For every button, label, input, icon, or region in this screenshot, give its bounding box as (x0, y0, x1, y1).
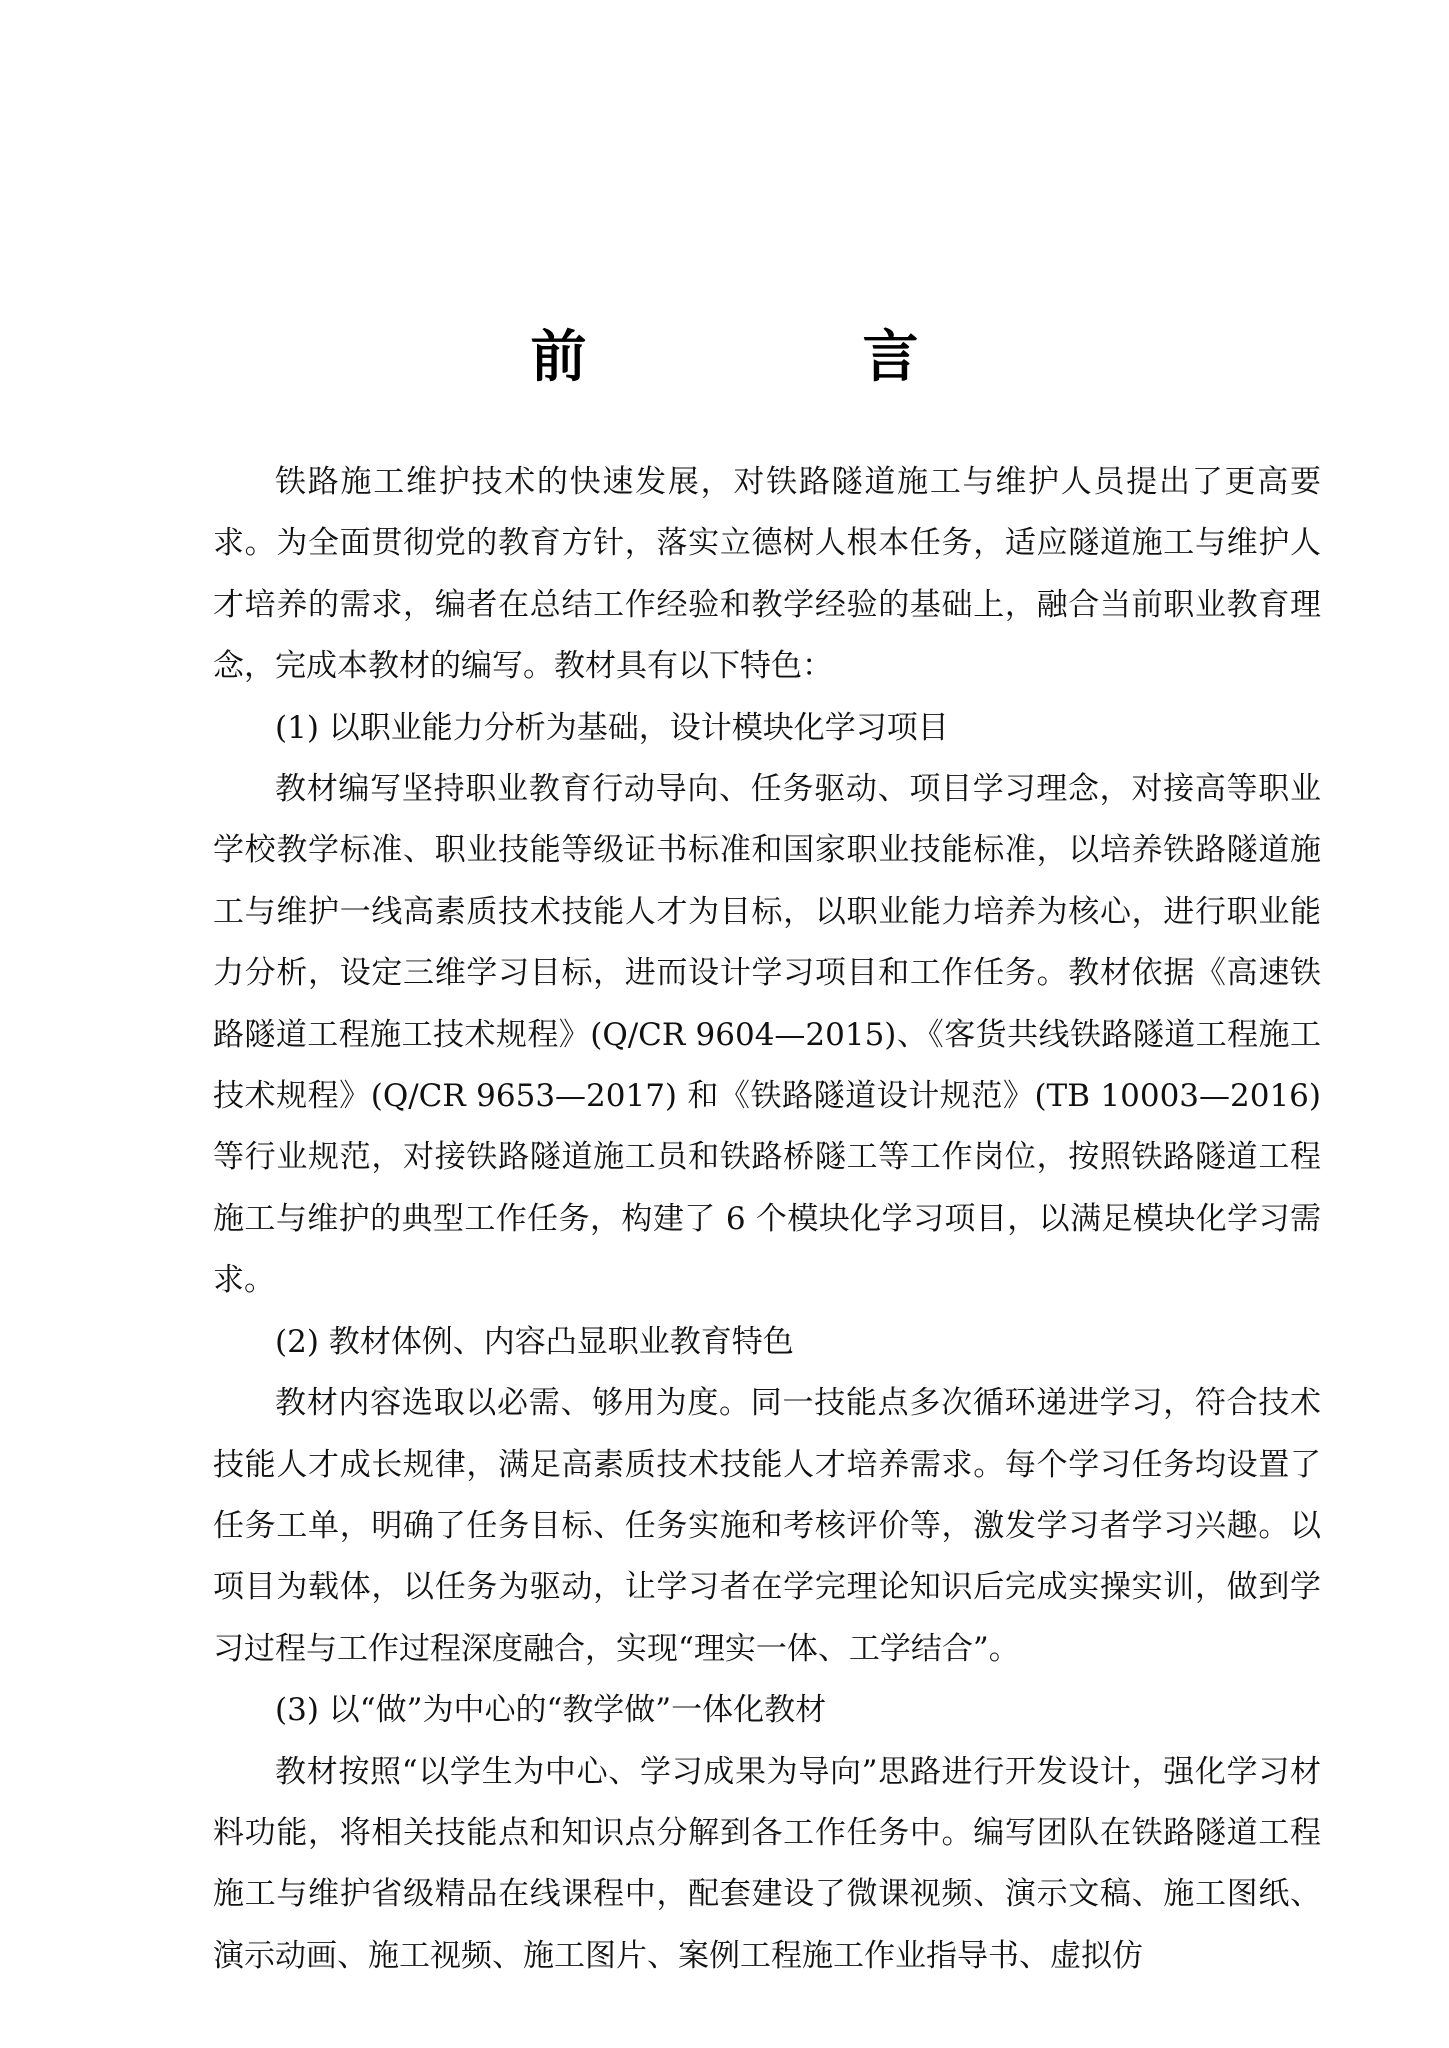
paragraph-section-2: 教材内容选取以必需、够用为度。同一技能点多次循环递进学习，符合技术技能人才成长规律，满足高素质技术技能人才培养需求。每个学习任务均设置了任务工单，明确了任务目标、任务实施和考核评价等，激发学习者学习兴趣。以项目为载体，以任务为驱动，让学习者在学完理论知识后完成实操实训，做到学习过程与工作过程深度融合，实现“理实一体、工学结合”。 (213, 1385, 1321, 1667)
preface-body (213, 452, 1321, 1987)
paragraph-section-1: 教材编写坚持职业教育行动导向、任务驱动、项目学习理念，对接高等职业学校教学标准、职业技能等级证书标准和国家职业技能标准，以培养铁路隧道施工与维护一线高素质技术技能人才为目标，以职业能力培养为核心，进行职业能力分析，设定三维学习目标，进而设计学习项目和工作任务。教材依据《高速铁路隧道工程施工技术规程》(Q/CR 9604—2015)、《客货共线铁路隧道工程施工技术规程》(Q/CR 9653—2017) 和《铁路隧道设计规范》(TB 10003—2016) 等行业规范，对接铁路隧道施工员和铁路桥隧工等工作岗位，按照铁路隧道工程施工与维护的典型工作任务，构建了 6 个模块化学习项目，以满足模块化学习需求。 (213, 771, 1321, 1299)
section-heading-2: (2) 教材体例、内容凸显职业教育特色 (275, 1323, 794, 1360)
section-heading-1: (1) 以职业能力分析为基础，设计模块化学习项目 (275, 709, 949, 746)
page-title: 前 言 (530, 325, 1029, 390)
section-heading-3: (3) 以“做”为中心的“教学做”一体化教材 (275, 1692, 827, 1729)
paragraph-intro: 铁路施工维护技术的快速发展，对铁路隧道施工与维护人员提出了更高要求。为全面贯彻党的教育方针，落实立德树人根本任务，适应隧道施工与维护人才培养的需求，编者在总结工作经验和教学经验的基础上，融合当前职业教育理念，完成本教材的编写。教材具有以下特色： (213, 464, 1321, 685)
paragraph-section-3: 教材按照“以学生为中心、学习成果为导向”思路进行开发设计，强化学习材料功能，将相关技能点和知识点分解到各工作任务中。编写团队在铁路隧道工程施工与维护省级精品在线课程中，配套建设了微课视频、演示文稿、施工图纸、演示动画、施工视频、施工图片、案例工程施工作业指导书、虚拟仿 (213, 1753, 1321, 1974)
